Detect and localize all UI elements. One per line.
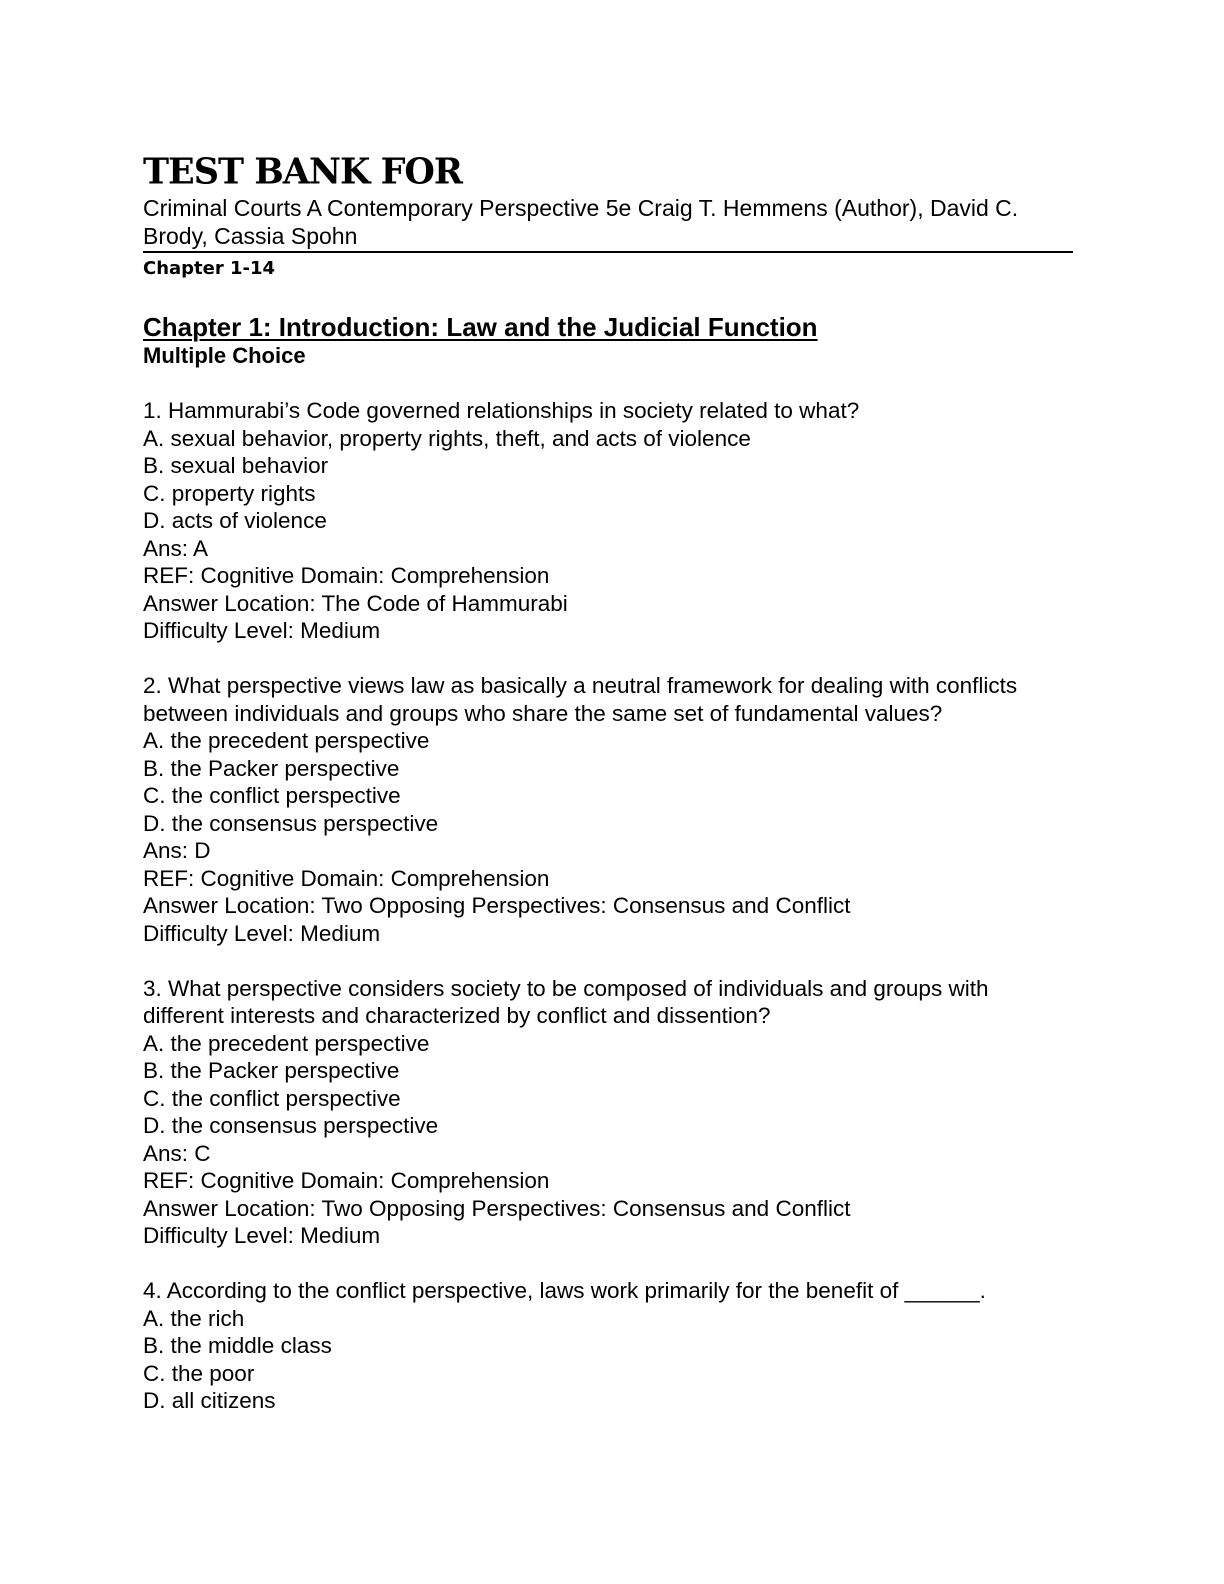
option-a: A. the precedent perspective [143, 1030, 430, 1056]
option-b: B. the Packer perspective [143, 755, 400, 781]
document-title: TEST BANK FOR [143, 151, 462, 193]
document-page [143, 150, 1073, 1442]
question-stem: 4. According to the conflict perspective, laws work primarily for the benefit of ______. [143, 1278, 986, 1303]
reference: REF: Cognitive Domain: Comprehension [143, 563, 550, 588]
answer-location: Answer Location: Two Opposing Perspectives: Consensus and Conflict [143, 1195, 851, 1221]
reference: REF: Cognitive Domain: Comprehension [143, 865, 550, 891]
question-stem: 3. What perspective considers society to be composed of individuals and groups with different interests and characterized by conflict and dissention? [143, 975, 989, 1028]
option-a: A. sexual behavior, property rights, theft, and acts of violence [143, 425, 751, 451]
option-c: C. the conflict perspective [143, 783, 401, 808]
question-1 [143, 397, 1073, 645]
question-4 [143, 1277, 1073, 1415]
question-list [143, 397, 1073, 1415]
question-stem: 1. Hammurabi’s Code governed relationships in society related to what? [143, 398, 860, 423]
answer-key: Ans: C [143, 1140, 211, 1166]
option-b: B. sexual behavior [143, 453, 329, 478]
reference: REF: Cognitive Domain: Comprehension [143, 1168, 550, 1193]
option-b: B. the Packer perspective [143, 1058, 400, 1083]
option-d: D. the consensus perspective [143, 1113, 439, 1138]
section-label: Multiple Choice [143, 343, 306, 368]
question-3 [143, 975, 1073, 1250]
answer-location: Answer Location: Two Opposing Perspectives: Consensus and Conflict [143, 893, 851, 918]
difficulty-level: Difficulty Level: Medium [143, 618, 381, 643]
chapter-range: Chapter 1-14 [143, 258, 276, 279]
chapter-heading: Chapter 1: Introduction: Law and the Judicial Function [143, 312, 818, 342]
question-stem: 2. What perspective views law as basically a neutral framework for dealing with conflicts between individuals and groups who share the same set of fundamental values? [143, 673, 1018, 726]
answer-key: Ans: D [143, 838, 211, 863]
document-subtitle: Criminal Courts A Contemporary Perspective 5e Craig T. Hemmens (Author), David C. Brody, Cassia Spohn [143, 194, 1073, 253]
answer-key: Ans: A [143, 535, 209, 561]
option-c: C. the poor [143, 1360, 255, 1386]
option-a: A. the rich [143, 1305, 245, 1331]
option-b: B. the middle class [143, 1333, 332, 1358]
option-d: D. the consensus perspective [143, 810, 439, 836]
difficulty-level: Difficulty Level: Medium [143, 920, 381, 946]
option-d: D. all citizens [143, 1388, 276, 1413]
option-c: C. the conflict perspective [143, 1085, 401, 1111]
option-d: D. acts of violence [143, 508, 327, 533]
question-2 [143, 672, 1073, 947]
option-a: A. the precedent perspective [143, 728, 430, 753]
difficulty-level: Difficulty Level: Medium [143, 1223, 381, 1248]
answer-location: Answer Location: The Code of Hammurabi [143, 590, 568, 616]
option-c: C. property rights [143, 480, 316, 506]
